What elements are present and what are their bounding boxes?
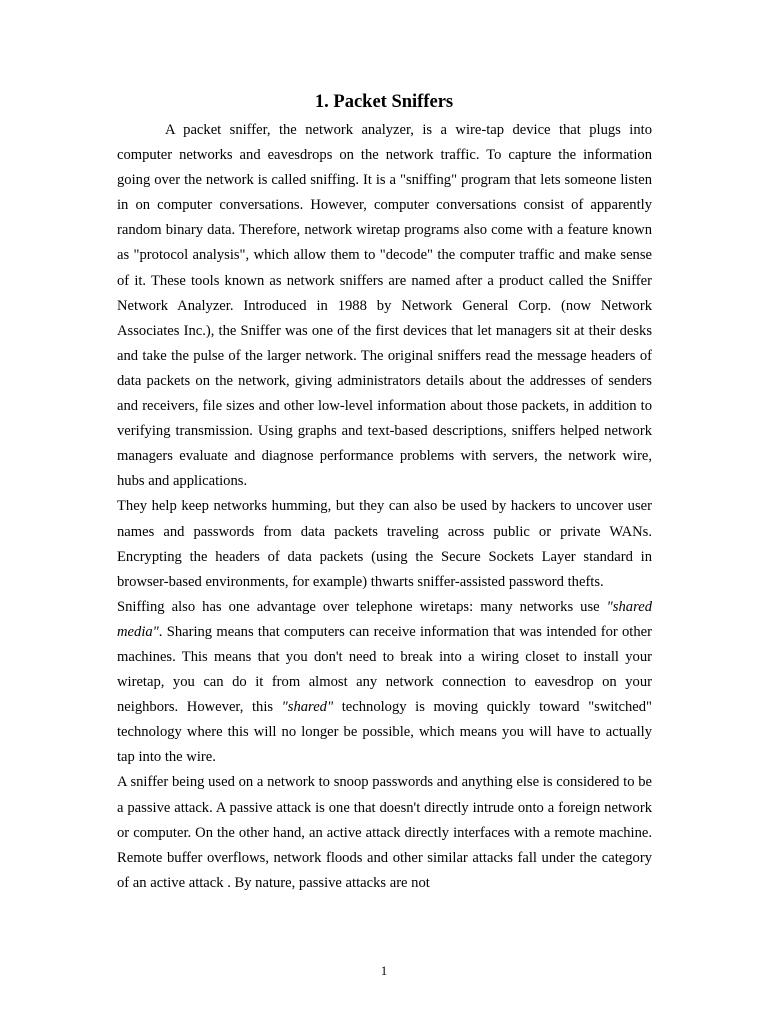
paragraph-intro-text: A packet sniffer, the network analyzer, is a wire-tap device that plugs into computer networks and eavesdrops on the network traffic. To capture the information going over the network is called sniffing. It is a "sniffing" program that lets someone listen in on computer conversations. However, computer conversations consist of apparently random binary data. Therefore, network wiretap programs also come with a feature known as "protocol analysis", which allow them to "decode" the computer traffic and make sense of it. These tools known as network sniffers are named after a product called the Sniffer Network Analyzer. Introduced in 1988 by Network General Corp. (now Network Associates Inc.), the Sniffer was one of the first devices that let managers sit at their desks and take the pulse of the larger network. The original sniffers read the message headers of data packets on the network, giving administrators details about the addresses of senders and receivers, file sizes and other low-level information about those packets, in addition to verifying transmission. Using graphs and text-based descriptions, sniffers helped network managers evaluate and diagnose performance problems with servers, the network wire, hubs and applications. (117, 122, 652, 490)
paragraph-shared-media-text-2: . Sharing means that computers can receive information that was intended for other machines. This means that you don't need to break into a wiring closet to install your wiretap, you can do it from almost any network connection to eavesdrop on your neighbors. However, this (117, 623, 652, 716)
paragraph-intro (117, 118, 652, 494)
paragraph-hackers-text: They help keep networks humming, but they can also be used by hackers to uncover user names and passwords from data packets traveling across public or private WANs. Encrypting the headers of data packets (using the Secure Sockets Layer standard in browser-based environments, for example) thwarts sniffer-assisted password thefts. (117, 498, 652, 590)
page-number: 1 (380, 964, 388, 978)
paragraph-passive-attack (117, 770, 652, 895)
paragraph-hackers (117, 494, 652, 594)
paragraph-shared-media-text-3: technology is moving quickly toward "switched" technology where this will no longer be possible, which means you will have to actually tap into the wire. (117, 699, 652, 766)
shared-media-emphasis: "shared media" (117, 598, 652, 640)
paragraph-shared-media (117, 595, 652, 771)
paragraph-passive-attack-text: A sniffer being used on a network to snoop passwords and anything else is considered to be a passive attack. A passive attack is one that doesn't directly intrude onto a foreign network or computer. On the other hand, an active attack directly interfaces with a remote machine. Remote buffer overflows, network floods and other similar attacks fall under the category of an active attack . By nature, passive attacks are not (117, 774, 652, 891)
paragraph-shared-media-text-1: Sniffing also has one advantage over telephone wiretaps: many networks use (117, 598, 607, 615)
body-text (117, 118, 652, 896)
page-title: 1. Packet Sniffers (314, 92, 454, 112)
shared-emphasis: "shared" (281, 699, 334, 716)
